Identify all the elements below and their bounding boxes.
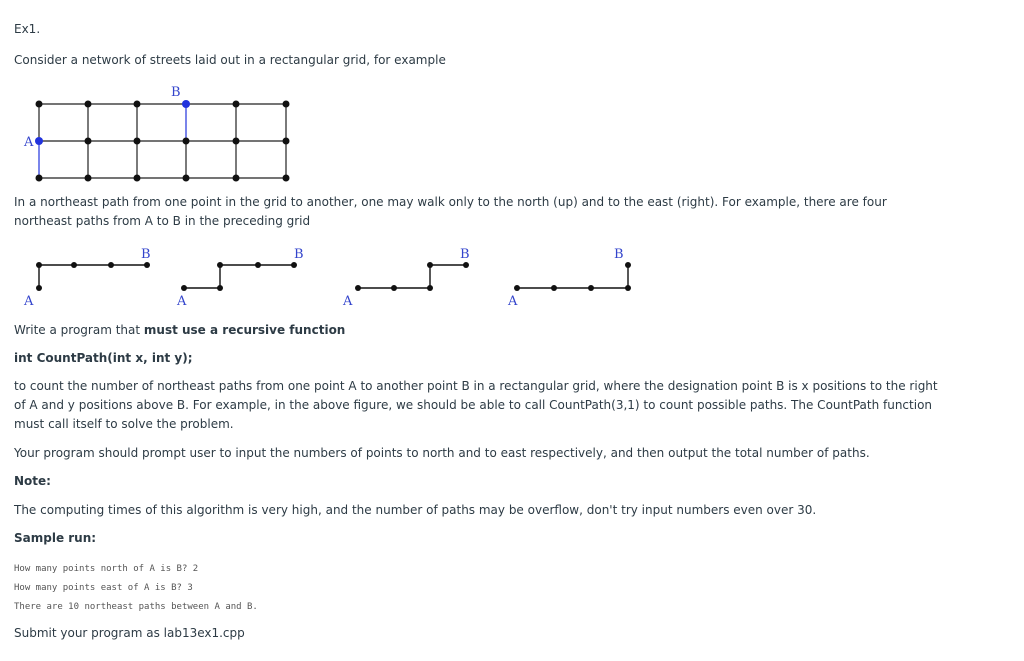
submit-instructions: Submit your program as lab13ex1.cpp: [14, 626, 245, 640]
sample-line-1: How many points north of A is B? 2: [14, 564, 199, 574]
highlighted-lines: [39, 104, 186, 178]
grid-points: [36, 101, 290, 182]
path-example-4: [507, 247, 631, 309]
count-paragraph: to count the number of northeast paths from one point A to another point B in a rectangular grid, where the designation point B is x positions to the right of A and y positions above B. For example, in the above figure, we should be able to call CountPath(3,1) to count possible paths. The CountPath function must call itself to solve the problem.: [14, 379, 938, 431]
note-text: The computing times of this algorithm is very high, and the number of paths may be overflow, don't try input numbers even over 30.: [14, 503, 817, 517]
path-1-label-b: B: [141, 247, 151, 262]
write-program-line: [14, 321, 345, 340]
sample-run-label: Sample run:: [14, 531, 97, 545]
path-2-label-a: A: [177, 294, 187, 309]
path-example-1: [23, 247, 151, 309]
point-b: [182, 100, 190, 108]
grid-lines: [39, 104, 286, 178]
note-label: Note:: [14, 474, 51, 488]
path-4-label-a: A: [508, 294, 518, 309]
path-3-label-b: B: [460, 247, 470, 262]
write-bold: must use a recursive function: [143, 323, 346, 337]
path-example-3: [342, 247, 470, 309]
intro-text: Consider a network of streets laid out in a rectangular grid, for example: [14, 53, 446, 67]
path-3-label-a: A: [343, 294, 353, 309]
function-signature: int CountPath(int x, int y);: [14, 351, 193, 365]
path-4-label-b: B: [614, 247, 624, 262]
sample-line-2: How many points east of A is B? 3: [14, 583, 193, 593]
label-b: B: [171, 85, 181, 100]
prompt-paragraph: Your program should prompt user to input the numbers of points to north and to east respectively, and then output the total number of paths.: [14, 446, 870, 460]
point-a: [35, 137, 43, 145]
label-a: A: [24, 135, 34, 150]
path-2-label-b: B: [294, 247, 304, 262]
northeast-paragraph: In a northeast path from one point in the grid to another, one may walk only to the north (up) and to the east (right). For example, there are four northeast paths from A to B in the preceding grid: [14, 195, 887, 228]
path-1-label-a: A: [24, 294, 34, 309]
exercise-title: Ex1.: [14, 22, 41, 36]
write-prefix: Write a program that: [14, 323, 144, 337]
sample-line-3: There are 10 northeast paths between A and B.: [14, 602, 258, 612]
path-example-2: [176, 247, 304, 309]
